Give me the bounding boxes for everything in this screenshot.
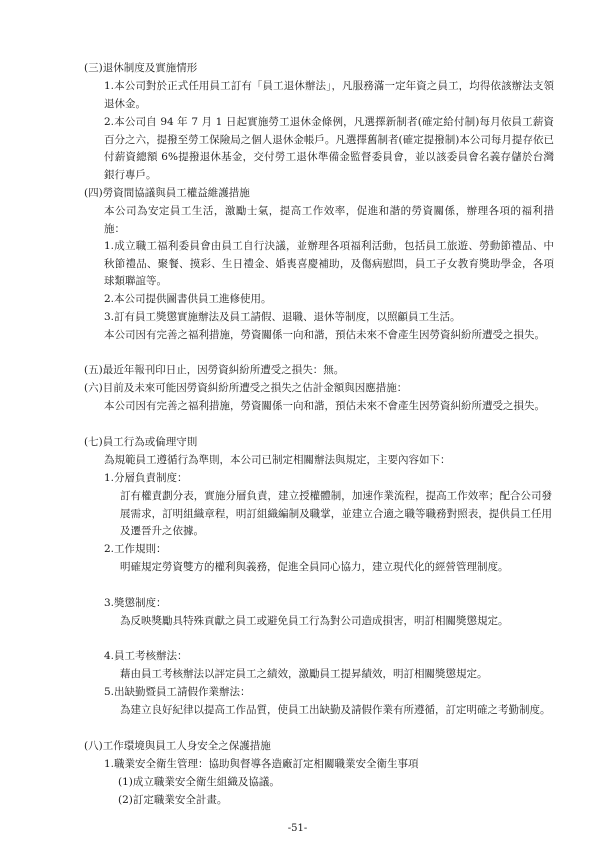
ethics-sub3-title: 3.獎懲制度： [104,597,167,609]
workplace-safety-item-1: 1.職業安全衛生管理：協助與督導各造廠訂定相關職業安全衛生事項 [104,758,419,770]
page-number: -51- [287,823,308,834]
ethics-sub5-body: 為建立良好紀律以提高工作品質，使員工出缺勤及請假作業有所遵循，訂定明確之考勤制度。 [120,704,551,716]
ethics-sub1-body: 訂有權責劃分表，實施分層負責，建立授權體制，加速作業流程，提高工作效率；配合公司發展需求，訂明組織章程，明訂組織編制及職掌，並建立合適之職等職務對照表，提供員工任用及遷晉升之依據。 [120,490,552,537]
estimates-body: 本公司因有完善之福利措施，勞資關係一向和諧，預估未來不會產生因勞資糾紛所遭受之損失。 [104,400,545,412]
labor-relations-item-1: 1.成立職工福利委員會由員工自行決議，並辦理各項福利活動，包括員工旅遊、勞動節禮品、中秋節禮品、聚餐、摸彩、生日禮金、婚喪喜慶補助，及傷病慰問，員工子女教育獎助學金，各項球類聯誼等。 [104,240,554,287]
labor-relations-intro: 本公司為安定員工生活，激勵士氣，提高工作效率，促進和諧的勞資關係，辦理各項的福利措施： [104,205,554,235]
ethics-sub4-title: 4.員工考核辦法： [104,650,188,662]
labor-relations-outro: 本公司因有完善之福利措施，勞資關係一向和諧，預估未來不會產生因勞資糾紛所遭受之損失。 [104,329,545,341]
ethics-sub4-body: 藉由員工考核辦法以評定員工之績效，激勵員工提昇績效，明訂相關獎懲規定。 [120,668,488,680]
retirement-item-1: 1.本公司對於正式任用員工訂有「員工退休辦法」，凡服務滿一定年資之員工，均得依該辦法支領退休金。 [104,80,554,110]
section-title-retirement: (三)退休制度及實施情形 [84,62,198,74]
ethics-sub5-title: 5.出缺勤暨員工請假作業辦法： [104,686,251,698]
ethics-sub3-body: 為反映獎勵具特殊貢獻之員工或避免員工行為對公司造成損害，明訂相關獎懲規定。 [120,615,509,627]
section-title-labor-relations: (四)勞資間協議與員工權益維護措施 [84,187,250,199]
retirement-item-2: 2.本公司自 94 年 7 月 1 日起實施勞工退休金條例，凡選擇新制者(確定給付制)每月依員工薪資百分之六，提撥至勞工保險局之個人退休金帳戶。凡選擇舊制者(確定提撥制)本公司每月提存依已付薪資總額 6%提撥退休基金，交付勞工退休準備金監督委員會，並以該委員會名義存儲於台灣銀行專戶。 [104,116,554,181]
section-title-ethics: (七)員工行為或倫理守則 [84,436,198,448]
ethics-sub2-title: 2.工作規則： [104,543,167,555]
section-title-losses: (五)最近年報刊印日止，因勞資糾紛所遭受之損失：無。 [84,364,345,376]
labor-relations-item-2: 2.本公司提供圖書供員工進修使用。 [104,293,272,305]
ethics-intro: 為規範員工遵循行為準則，本公司已制定相關辦法與規定，主要內容如下： [104,454,451,466]
section-title-workplace-safety: (八)工作環境與員工人身安全之保護措施 [84,740,271,752]
workplace-safety-sub-1: (1)成立職業安全衛生組織及協議。 [118,776,280,788]
section-title-estimates: (六)目前及未來可能因勞資糾紛所遭受之損失之估計金額與因應措施： [84,382,408,394]
ethics-sub2-body: 明確規定勞資雙方的權利與義務，促進全員同心協力，建立現代化的經營管理制度。 [120,561,509,573]
ethics-sub1-title: 1.分層負責制度： [104,472,188,484]
labor-relations-item-3: 3.訂有員工獎懲實施辦法及員工請假、退職、退休等制度，以照顧員工生活。 [104,311,461,323]
workplace-safety-sub-2: (2)訂定職業安全計畫。 [118,794,228,806]
